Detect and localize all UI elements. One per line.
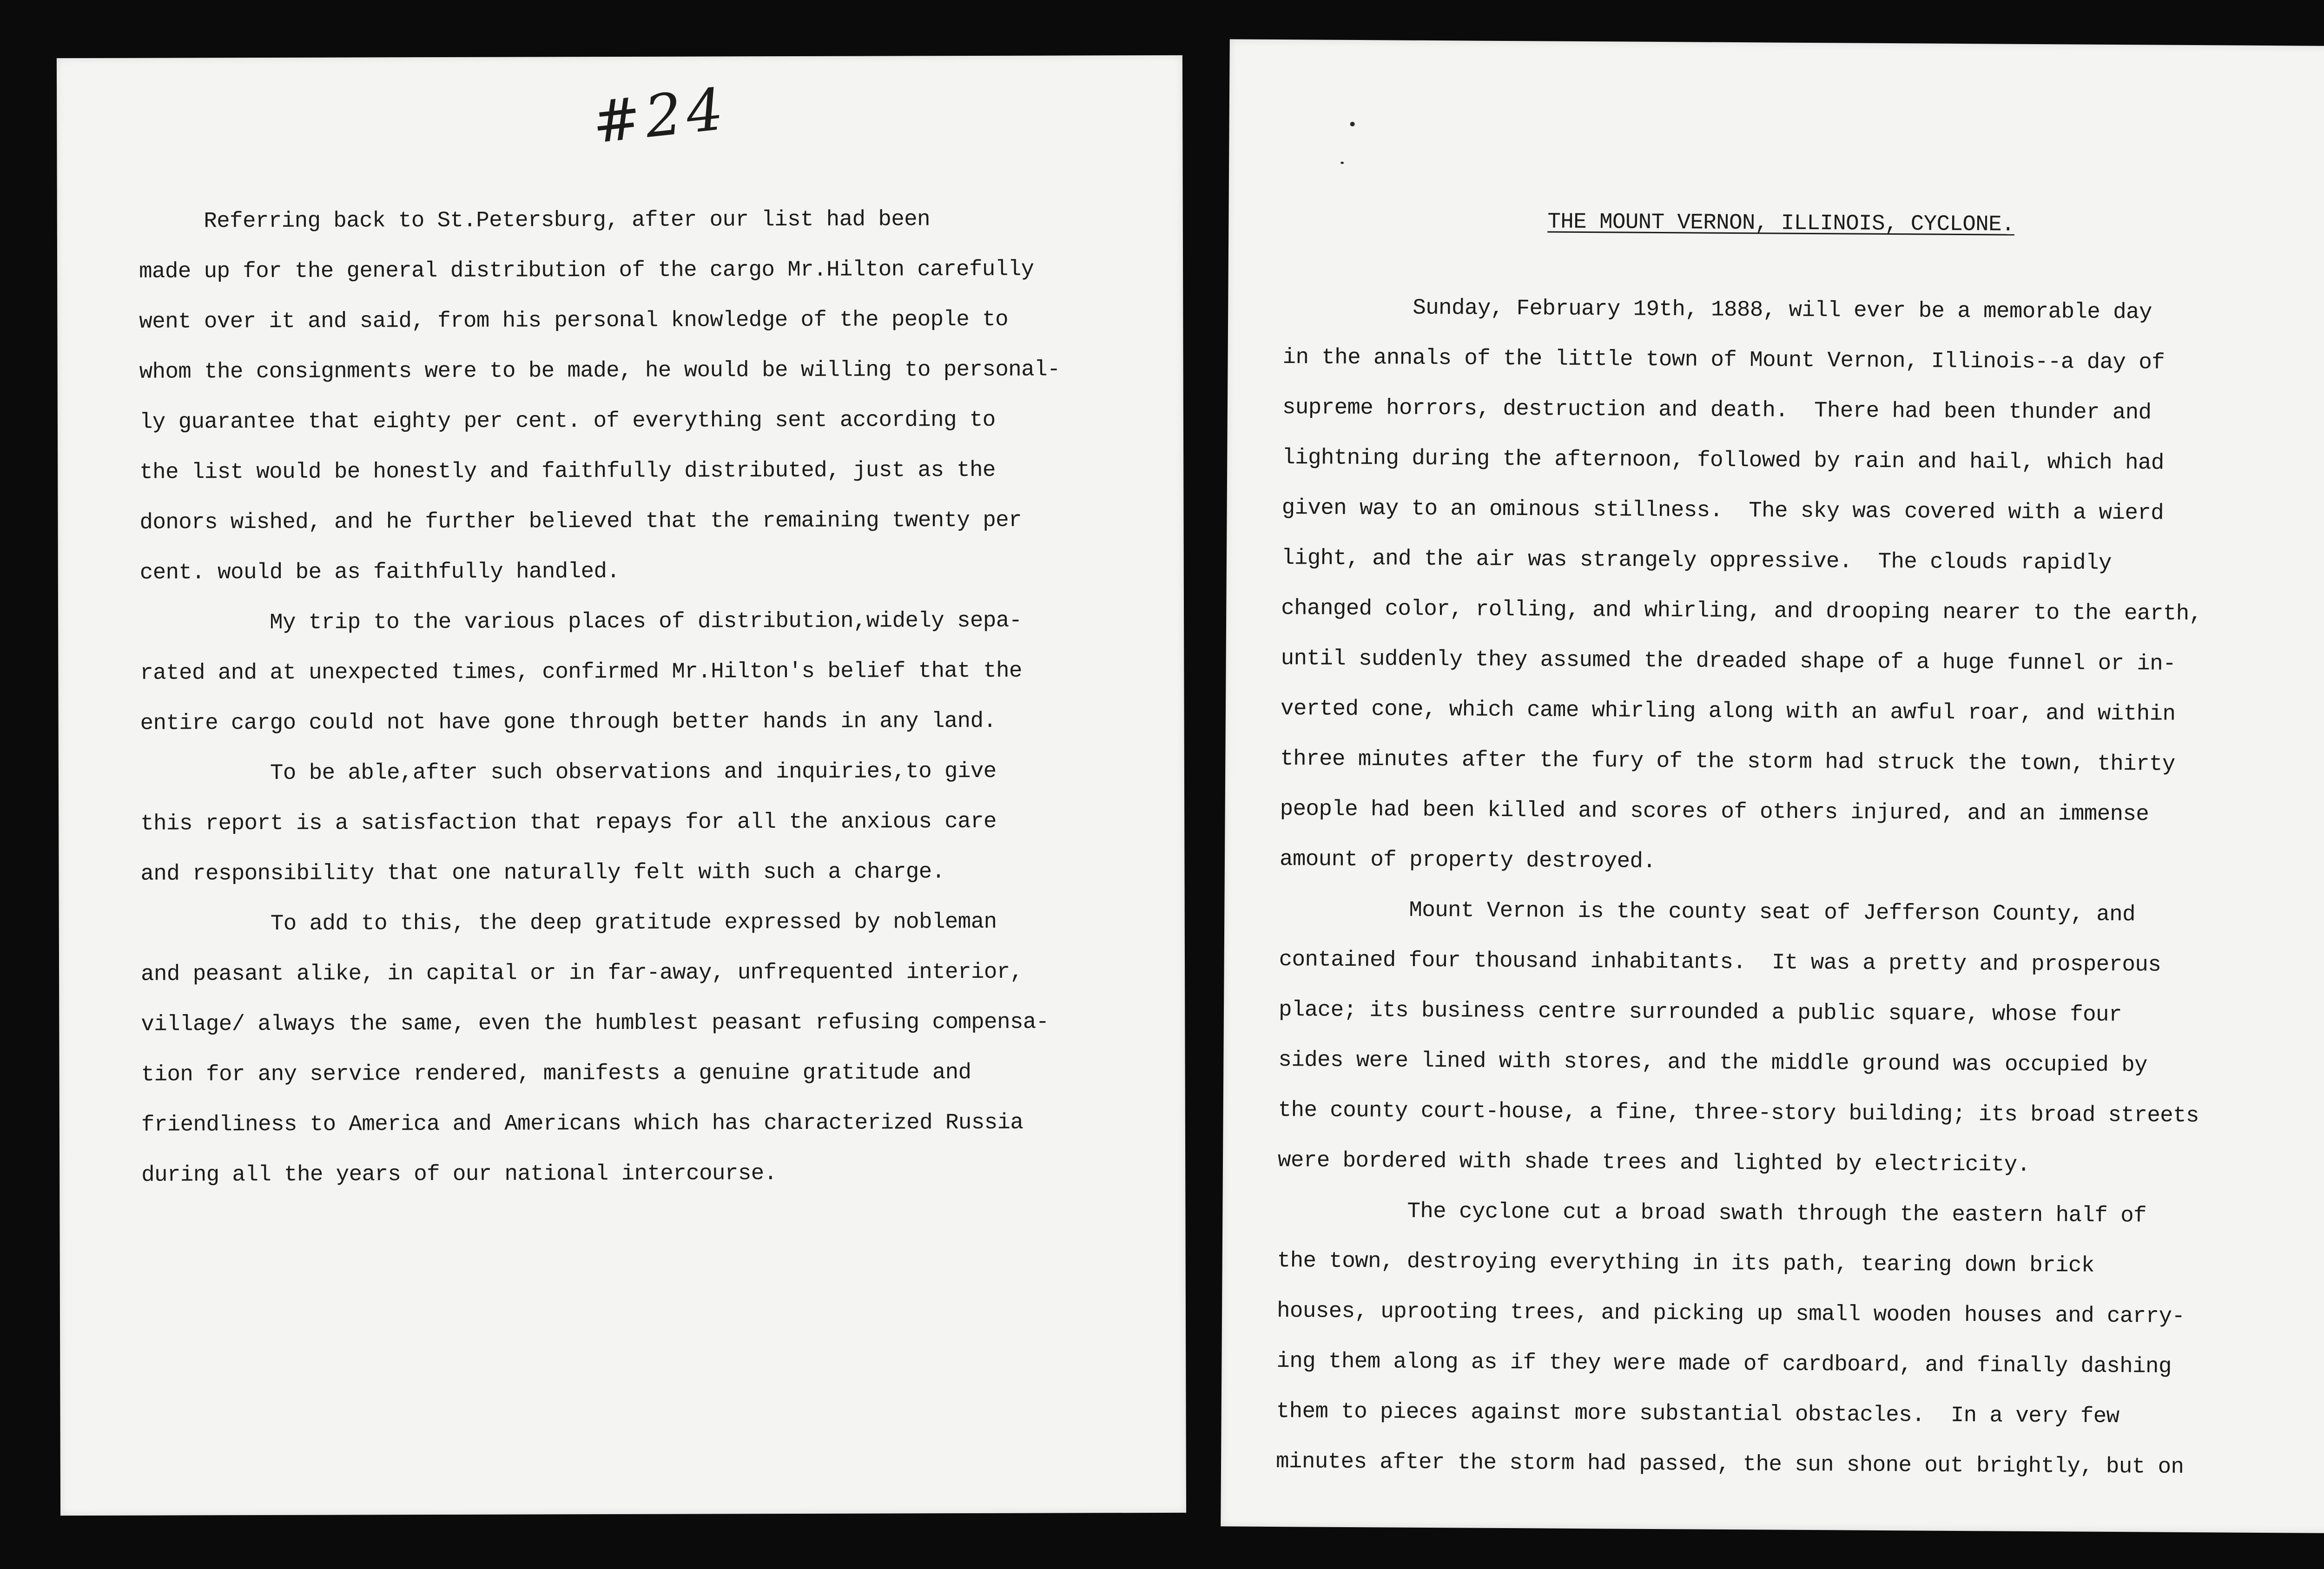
left_page-line: this report is a satisfaction that repays for all the anxious care [140, 809, 997, 837]
page-title: THE MOUNT VERNON, ILLINOIS, CYCLONE. [1547, 209, 2015, 237]
ink-speck [1350, 122, 1355, 126]
left_page-line: during all the years of our national intercourse. [141, 1161, 777, 1188]
right_page-line: the county court-house, a fine, three-story building; its broad streets [1278, 1098, 2199, 1129]
ink-speck [1340, 162, 1344, 164]
left_page-line: tion for any service rendered, manifests a genuine gratitude and [141, 1060, 971, 1088]
left_page-line: Referring back to St.Petersburg, after our list had been [139, 207, 931, 234]
left-page [57, 55, 1186, 1516]
right_page-line: until suddenly they assumed the dreaded shape of a huge funnel or in- [1281, 646, 2176, 677]
right_page-line: minutes after the storm had passed, the sun shone out brightly, but on [1275, 1449, 2184, 1480]
left_page-line: ly guarantee that eighty per cent. of everything sent according to [139, 407, 996, 435]
left_page-line: village/ always the same, even the humblest peasant refusing compensa- [141, 1009, 1049, 1037]
right_page-line: them to pieces against more substantial obstacles. In a very few [1276, 1399, 2119, 1430]
right_page-line: changed color, rolling, and whirling, and drooping nearer to the earth, [1281, 596, 2202, 627]
right_page-line: The cyclone cut a broad swath through the eastern half of [1277, 1198, 2147, 1229]
right_page-line: verted cone, which came whirling along with an awful roar, and within [1280, 696, 2176, 727]
left_page-line: went over it and said, from his personal knowledge of the people to [139, 307, 1009, 335]
right_page-line: lightning during the afternoon, followed by rain and hail, which had [1282, 445, 2164, 476]
right_page-line: sides were lined with stores, and the middle ground was occupied by [1278, 1048, 2148, 1078]
left_page-line: entire cargo could not have gone through better hands in any land. [140, 708, 997, 736]
left_page-line: To add to this, the deep gratitude expressed by nobleman [140, 909, 997, 937]
left_page-line: and responsibility that one naturally felt with such a charge. [140, 859, 945, 887]
left_page-line: To be able,after such observations and inquiries,to give [140, 758, 997, 786]
right_page-line: given way to an ominous stillness. The sky was covered with a wierd [1281, 495, 2164, 526]
left_page-line: and peasant alike, in capital or in far-away, unfrequented interior, [140, 959, 1023, 987]
right_page-line: were bordered with shade trees and lighted by electricity. [1277, 1148, 2030, 1178]
right_page-line: light, and the air was strangely oppressive. The clouds rapidly [1281, 546, 2112, 576]
left_page-line: My trip to the various places of distribution,widely sepa- [140, 608, 1022, 636]
left_page-line: donors wished, and he further believed that the remaining twenty per [139, 508, 1022, 535]
right_page-line: Sunday, February 19th, 1888, will ever be a memorable day [1283, 295, 2152, 325]
right_page-line: in the annals of the little town of Mount Vernon, Illinois--a day of [1282, 345, 2165, 376]
left_page-line: whom the consignments were to be made, he would be willing to personal- [139, 357, 1060, 385]
left_page-line: friendliness to America and Americans which has characterized Russia [141, 1110, 1023, 1138]
left_page-line: the list would be honestly and faithfully distributed, just as the [139, 457, 996, 485]
right_page-line: place; its business centre surrounded a public square, whose four [1278, 997, 2122, 1028]
right_page-line: ing them along as if they were made of cardboard, and finally dashing [1276, 1349, 2172, 1379]
right_page-line: supreme horrors, destruction and death. There had been thunder and [1282, 395, 2152, 426]
right_page-line: amount of property destroyed. [1279, 847, 1656, 874]
right_page-line: people had been killed and scores of others injured, and an immense [1280, 797, 2149, 827]
right_page-line: contained four thousand inhabitants. It was a pretty and prosperous [1279, 947, 2161, 978]
left-page-body [139, 194, 1063, 1200]
right_page-line: the town, destroying everything in its path, tearing down brick [1277, 1248, 2094, 1279]
right_page-line: houses, uprooting trees, and picking up small wooden houses and carry- [1276, 1299, 2185, 1329]
right_page-line: Mount Vernon is the county seat of Jefferson County, and [1279, 897, 2136, 928]
right_page-line: three minutes after the fury of the storm had struck the town, thirty [1280, 746, 2175, 777]
right-page-body [1276, 282, 2204, 1492]
left_page-line: rated and at unexpected times, confirmed Mr.Hilton's belief that the [140, 658, 1022, 686]
left_page-line: made up for the general distribution of the cargo Mr.Hilton carefully [139, 257, 1034, 284]
left_page-line: cent. would be as faithfully handled. [139, 559, 620, 586]
page-number: #24 [589, 75, 731, 157]
right-page [1221, 39, 2324, 1533]
